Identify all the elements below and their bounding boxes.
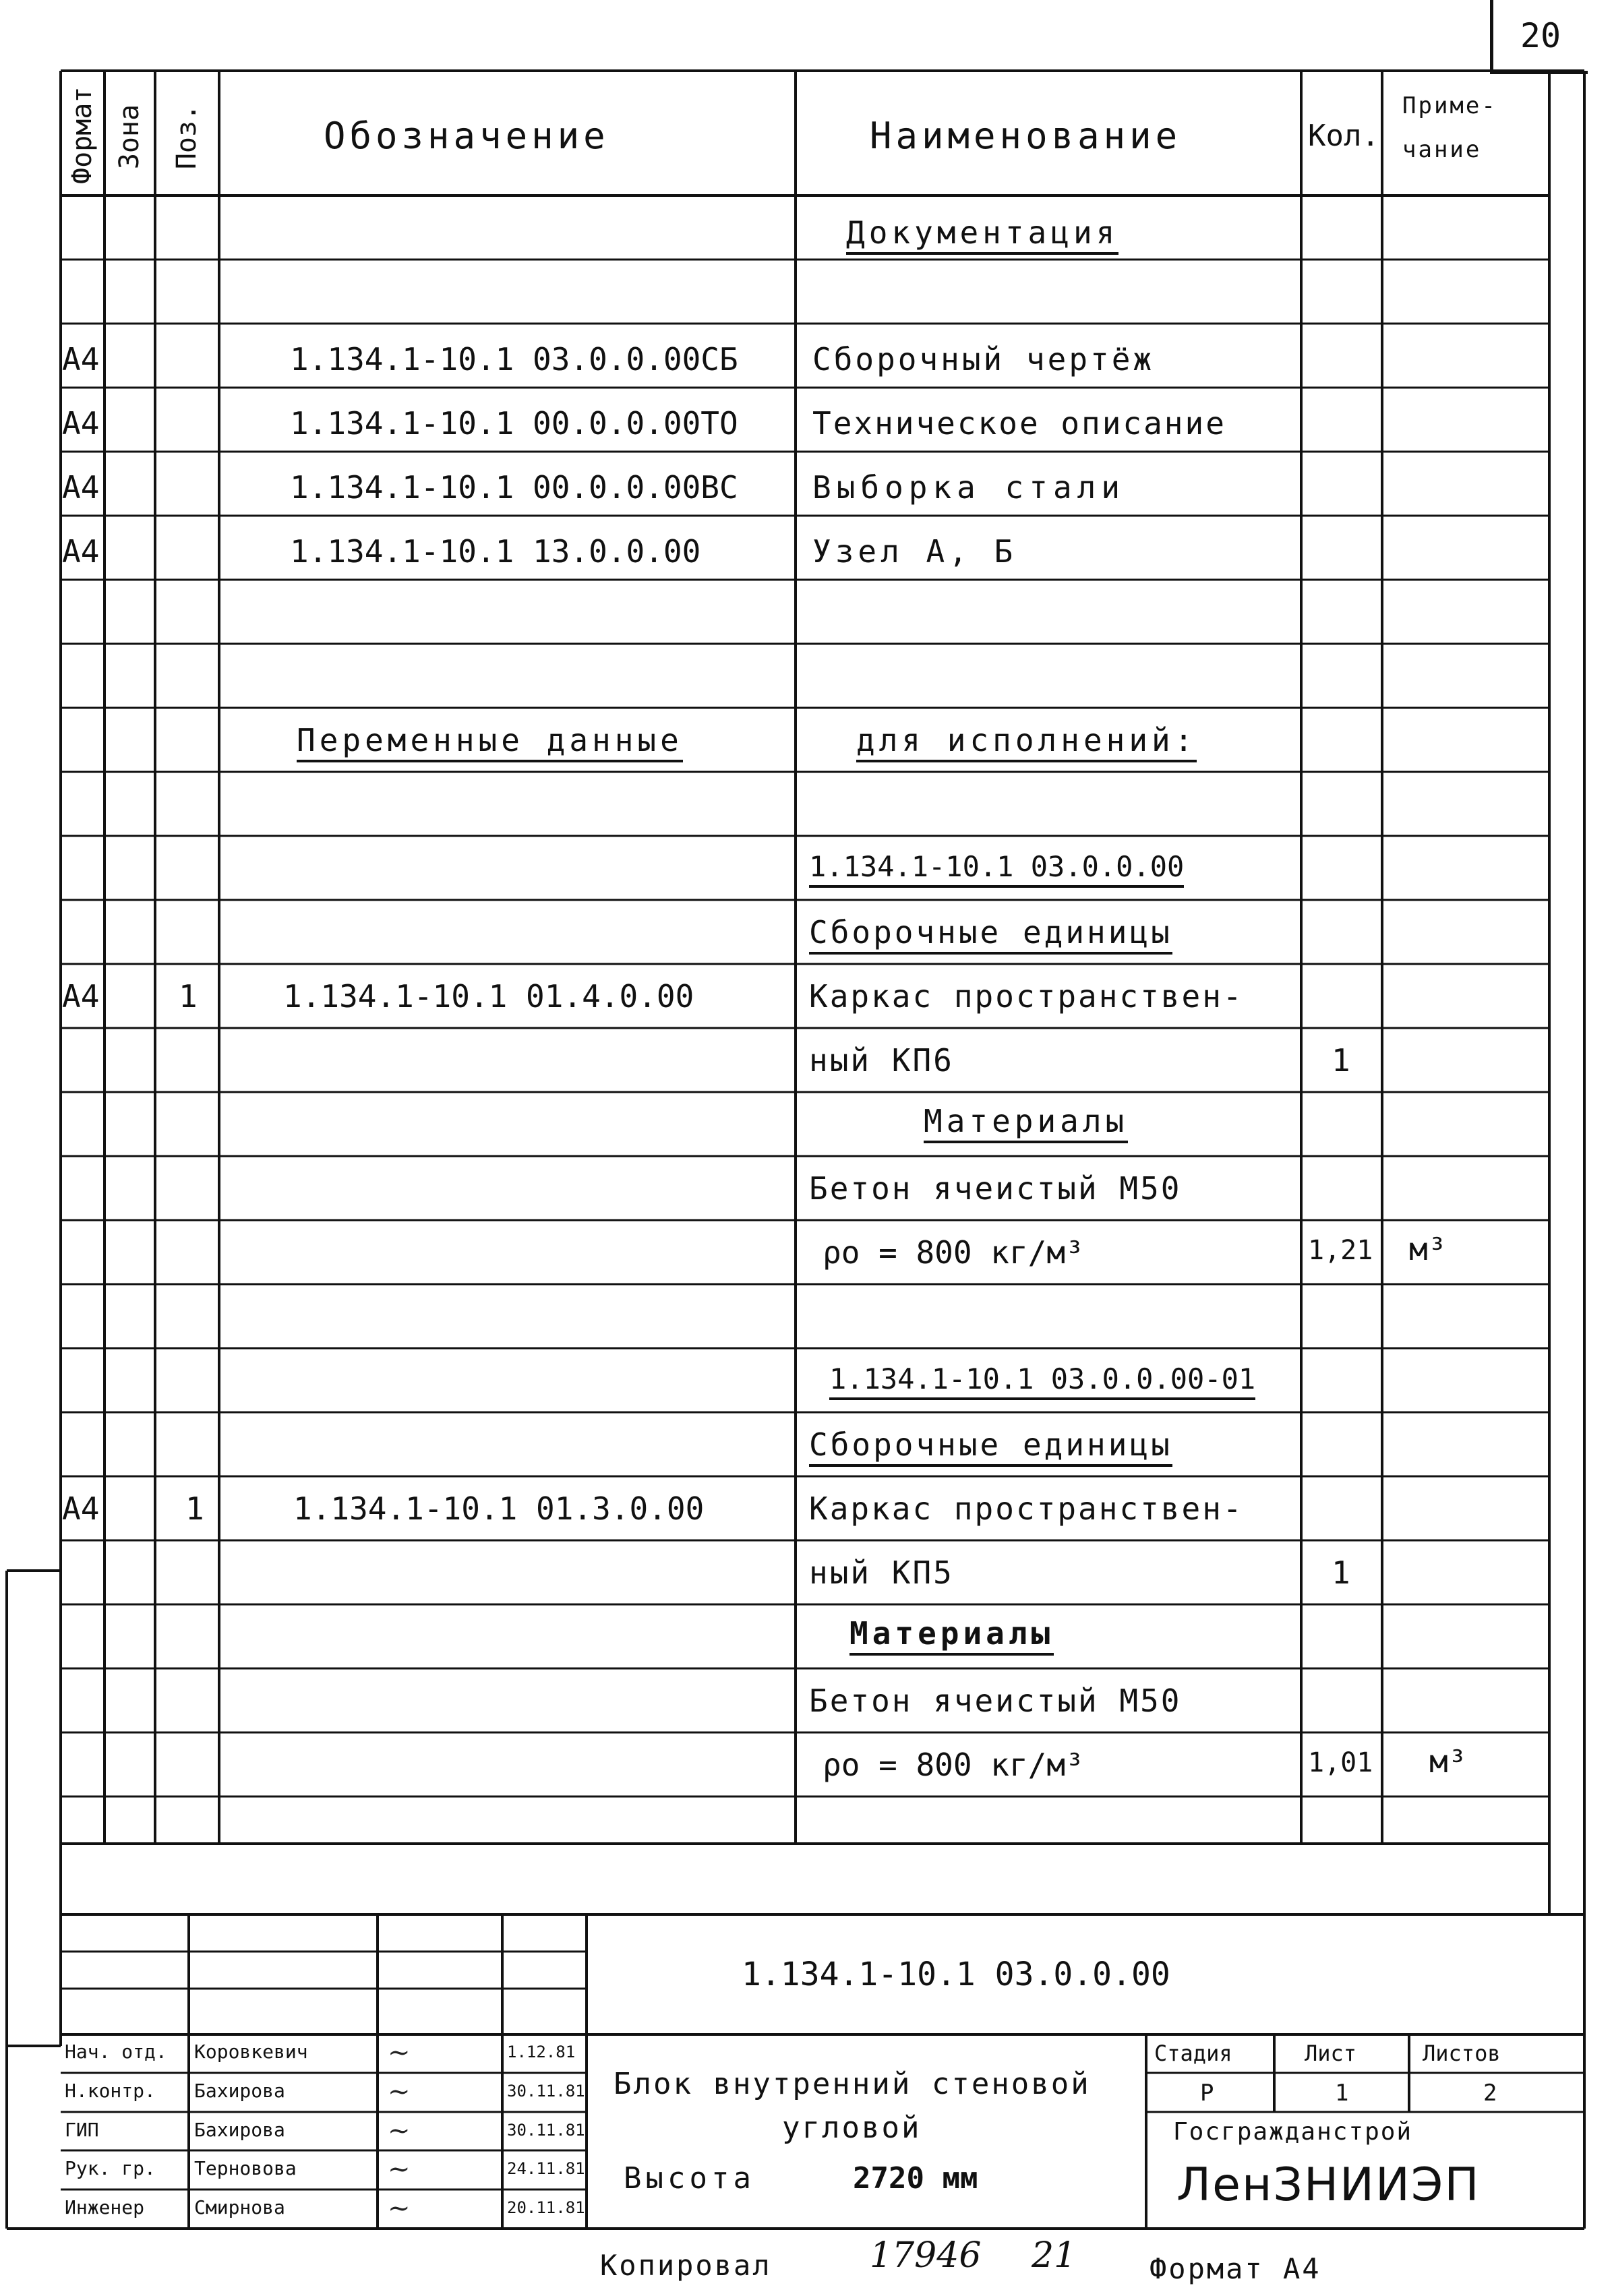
person-1-name: Коровкевич	[194, 2041, 308, 2063]
doc-row-4-designation: 1.134.1-10.1 13.0.0.00	[290, 533, 701, 570]
doc-row-4-format: А4	[62, 533, 100, 570]
variant2-material-2: ρo = 800 кг/м³	[823, 1747, 1084, 1783]
doc-row-1-name: Сборочный чертёж	[812, 341, 1155, 377]
title-line-3-value: 2720 мм	[853, 2161, 978, 2196]
header-zone: Зона	[114, 104, 145, 170]
header-note-1: Приме-	[1402, 92, 1497, 119]
variant1-material-1: Бетон ячеистый М50	[809, 1170, 1182, 1207]
person-2-signature: ~	[388, 2076, 411, 2107]
variant2-materials-title: Материалы	[849, 1618, 1054, 1656]
variant2-designation: 1.134.1-10.1 01.3.0.00	[293, 1490, 705, 1527]
variant1-material-qty: 1,21	[1308, 1235, 1373, 1266]
variant1-materials-title: Материалы	[924, 1106, 1128, 1143]
title-doc-code: 1.134.1-10.1 03.0.0.00	[742, 1956, 1170, 1993]
variant2-pos: 1	[185, 1490, 204, 1527]
variant1-qty: 1	[1332, 1042, 1350, 1079]
person-4-date: 24.11.81	[507, 2159, 585, 2178]
org-line-1: Госгражданстрой	[1173, 2118, 1413, 2146]
person-3-name: Бахирова	[194, 2119, 285, 2141]
person-4-signature: ~	[388, 2154, 411, 2185]
person-4-role: Рук. гр.	[65, 2157, 156, 2179]
sheet-value: 1	[1335, 2080, 1349, 2107]
header-designation: Обозначение	[324, 115, 609, 157]
variant1-name-2: ный КП6	[809, 1042, 954, 1079]
header-format: Формат	[67, 86, 98, 184]
sheet-label: Лист	[1305, 2041, 1357, 2066]
person-3-date: 30.11.81	[507, 2121, 585, 2140]
title-line-1: Блок внутренний стеновой	[614, 2067, 1091, 2101]
person-3-role: ГИП	[65, 2119, 99, 2141]
variant2-qty: 1	[1332, 1554, 1350, 1591]
person-5-signature: ~	[388, 2193, 411, 2224]
doc-row-3-name: Выборка стали	[812, 469, 1126, 506]
variant1-assembly-title: Сборочные единицы	[809, 917, 1172, 955]
variant2-name-1: Каркас пространствен-	[809, 1490, 1244, 1527]
doc-row-2-designation: 1.134.1-10.1 00.0.0.00ТО	[290, 405, 738, 442]
variant2-assembly-title: Сборочные единицы	[809, 1429, 1172, 1467]
sheets-label: Листов	[1423, 2041, 1501, 2066]
variant1-format: А4	[62, 978, 100, 1015]
doc-row-1-designation: 1.134.1-10.1 03.0.0.00СБ	[290, 341, 738, 377]
header-name: Наименование	[870, 115, 1182, 157]
header-qty: Кол.	[1308, 119, 1379, 153]
doc-row-2-name: Техническое описание	[812, 405, 1226, 442]
header-pos: Поз.	[171, 104, 202, 170]
person-2-role: Н.контр.	[65, 2080, 156, 2102]
footer-copied-number: 17946	[870, 2235, 982, 2276]
variant2-format: А4	[62, 1490, 100, 1527]
person-5-role: Инженер	[65, 2196, 145, 2218]
person-5-name: Смирнова	[194, 2196, 285, 2218]
variant1-code: 1.134.1-10.1 03.0.0.00	[809, 853, 1184, 888]
variant2-material-unit: м³	[1429, 1743, 1467, 1780]
person-2-name: Бахирова	[194, 2080, 285, 2102]
footer-format-label: Формат А4	[1150, 2252, 1321, 2285]
title-line-2: угловой	[782, 2111, 922, 2145]
stage-value: Р	[1200, 2080, 1214, 2107]
footer-copied-label: Копировал	[600, 2249, 772, 2282]
sheet-number: 20	[1490, 0, 1588, 74]
person-1-date: 1.12.81	[507, 2043, 576, 2061]
person-4-name: Терновова	[194, 2157, 297, 2179]
section-documentation: Документация	[846, 217, 1118, 255]
person-1-signature: ~	[388, 2037, 411, 2068]
variant2-code: 1.134.1-10.1 03.0.0.00-01	[829, 1365, 1255, 1400]
footer-copied-number-2: 21	[1032, 2235, 1077, 2276]
variant2-name-2: ный КП5	[809, 1554, 954, 1591]
sheets-value: 2	[1483, 2080, 1497, 2107]
person-5-date: 20.11.81	[507, 2198, 585, 2217]
doc-row-4-name: Узел А, Б	[812, 533, 1017, 570]
variant1-material-2: ρo = 800 кг/м³	[823, 1234, 1084, 1271]
person-1-role: Нач. отд.	[65, 2041, 167, 2063]
person-2-date: 30.11.81	[507, 2082, 585, 2101]
variant1-material-unit: м³	[1409, 1231, 1447, 1267]
variant1-pos: 1	[179, 978, 198, 1015]
variant1-designation: 1.134.1-10.1 01.4.0.00	[283, 978, 694, 1015]
doc-row-1-format: А4	[62, 341, 100, 377]
header-note-2: чание	[1402, 136, 1482, 163]
doc-row-3-designation: 1.134.1-10.1 00.0.0.00ВС	[290, 469, 738, 506]
variant1-name-1: Каркас пространствен-	[809, 978, 1244, 1015]
variable-data-right: для исполнений:	[856, 725, 1197, 762]
title-line-3-label: Высота	[624, 2161, 755, 2196]
person-3-signature: ~	[388, 2115, 411, 2146]
stage-label: Стадия	[1154, 2041, 1232, 2066]
variant2-material-qty: 1,01	[1308, 1747, 1373, 1778]
variant2-material-1: Бетон ячеистый М50	[809, 1683, 1182, 1719]
org-line-2: ЛенЗНИИЭП	[1176, 2158, 1481, 2212]
doc-row-3-format: А4	[62, 469, 100, 506]
variable-data-left: Переменные данные	[297, 725, 683, 762]
doc-row-2-format: А4	[62, 405, 100, 442]
